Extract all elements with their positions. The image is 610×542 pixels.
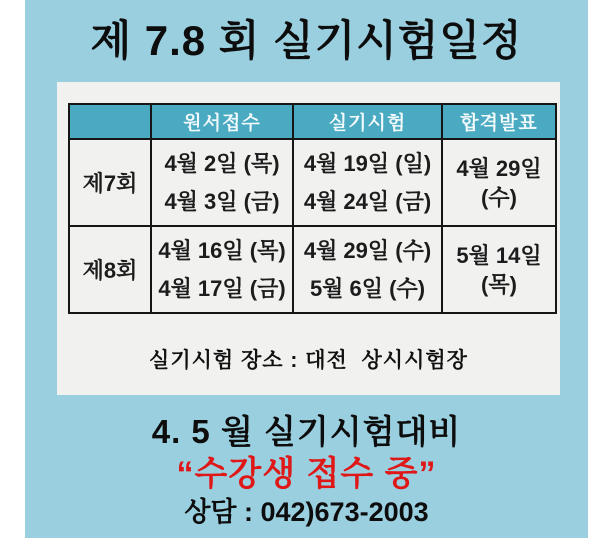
date-line: 5월 6일 (수)	[309, 275, 426, 301]
schedule-table	[68, 103, 557, 314]
application-dates-cell	[151, 226, 293, 313]
schedule-card	[57, 82, 560, 395]
date-line: 4월 2일 (목)	[164, 150, 280, 176]
footer-block	[25, 410, 588, 530]
date-line: 4월 3일 (금)	[164, 188, 280, 214]
date-line: 4월 16일 (목)	[158, 237, 286, 263]
footer-enrollment-line: “수강생 접수 중”	[176, 455, 437, 493]
date-line: (수)	[481, 184, 517, 210]
table-header-row	[69, 104, 556, 139]
date-line: 4월 24일 (금)	[303, 188, 432, 214]
table-row	[69, 226, 556, 313]
location-note: 실기시험 장소 : 대전 상시시험장	[149, 349, 468, 372]
row-label: 제8회	[69, 226, 151, 313]
page-title: 제 7.8 회 실기시험일정	[90, 17, 523, 64]
table-header-application: 원서접수	[151, 104, 293, 139]
date-line: 4월 19일 (일)	[303, 150, 432, 176]
table-header-exam: 실기시험	[293, 104, 442, 139]
date-line: (목)	[481, 271, 517, 297]
date-line: 5월 14일	[456, 242, 542, 268]
poster-background	[25, 0, 588, 538]
row-label: 제7회	[69, 139, 151, 226]
result-date-cell	[442, 226, 556, 313]
date-line: 4월 17일 (금)	[158, 275, 286, 301]
table-header-result: 합격발표	[442, 104, 556, 139]
result-date-cell	[442, 139, 556, 226]
footer-prep-line: 4. 5 월 실기시험대비	[151, 413, 462, 450]
exam-dates-cell	[293, 226, 442, 313]
date-line: 4월 29일 (수)	[303, 237, 432, 263]
date-line: 4월 29일	[456, 155, 542, 181]
footer-contact-line: 상담 : 042)673-2003	[184, 497, 429, 527]
table-header-round	[69, 104, 151, 139]
application-dates-cell	[151, 139, 293, 226]
exam-dates-cell	[293, 139, 442, 226]
table-row	[69, 139, 556, 226]
